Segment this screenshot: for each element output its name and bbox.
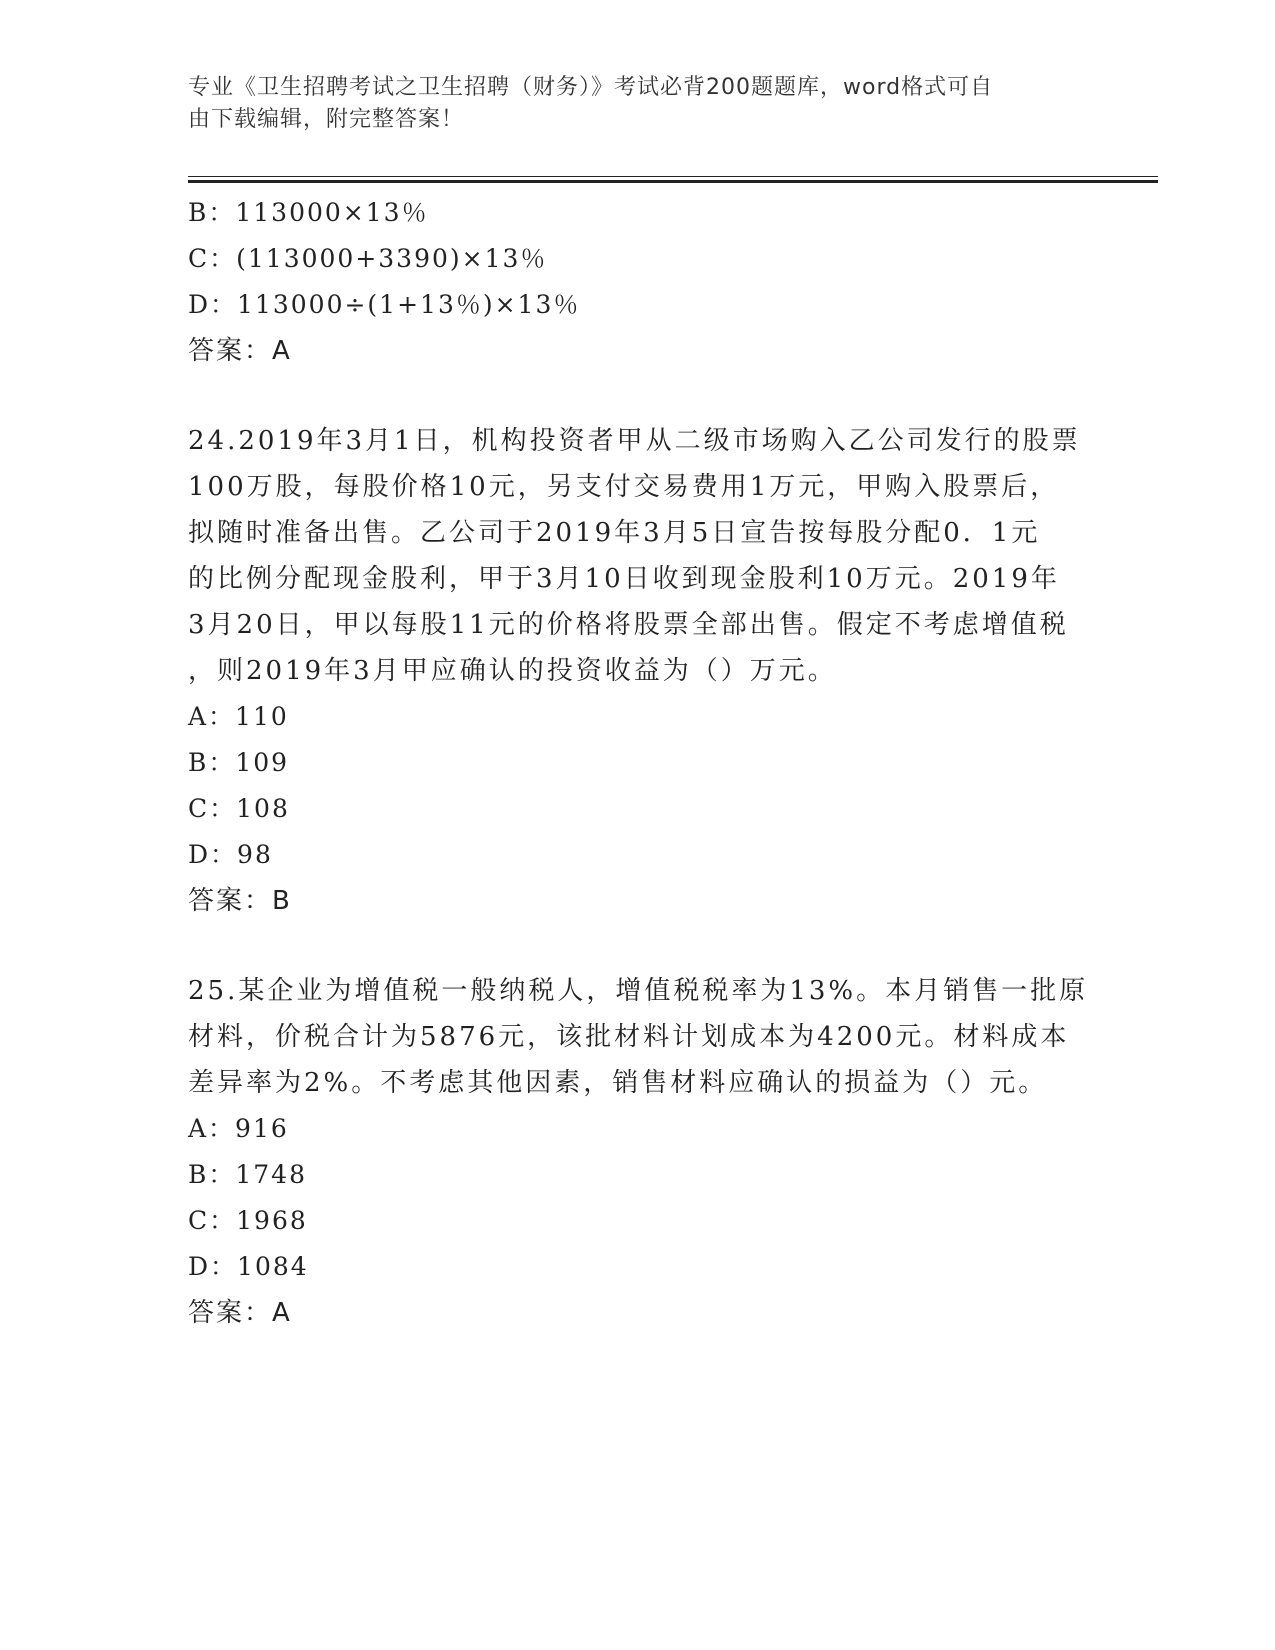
answer-line: 答案：A: [188, 1298, 292, 1328]
option-c: C：1968: [188, 1206, 308, 1235]
option-d: D：98: [188, 840, 273, 869]
option-d: D：113000÷(1+13％)×13％: [188, 290, 581, 319]
question-25: [188, 968, 1088, 1336]
question-24: [188, 418, 1088, 924]
question-stem-line: 3月20日，甲以每股11元的价格将股票全部出售。假定不考虑增值税: [188, 610, 1069, 640]
option-c: C：108: [188, 794, 290, 823]
answer-line: 答案：B: [188, 886, 292, 916]
option-a: A：916: [188, 1114, 289, 1143]
header-title-line-1: 专业《卫生招聘考试之卫生招聘（财务）》考试必背200题题库，word格式可自: [188, 75, 994, 100]
question-stem-line: 差异率为2%。不考虑其他因素，销售材料应确认的损益为（）元。: [188, 1068, 1048, 1098]
question-stem-line: 100万股，每股价格10元，另支付交易费用1万元，甲购入股票后，: [188, 472, 1060, 502]
document-header: [188, 72, 1078, 136]
option-d: D：1084: [188, 1252, 309, 1281]
option-c: C：(113000+3390)×13％: [188, 244, 548, 273]
question-stem-line: 24.2019年3月1日，机构投资者甲从二级市场购入乙公司发行的股票: [188, 426, 1081, 456]
option-b: B：1748: [188, 1160, 307, 1189]
option-a: A：110: [188, 702, 289, 731]
header-title-line-2: 由下载编辑，附完整答案！: [188, 107, 465, 132]
option-b: B：109: [188, 748, 290, 777]
option-b: B：113000×13％: [188, 198, 429, 227]
document-body: [188, 190, 1088, 1336]
question-stem-line: 的比例分配现金股利，甲于3月10日收到现金股利10万元。2019年: [188, 564, 1060, 594]
question-stem-line: ，则2019年3月甲应确认的投资收益为（）万元。: [188, 656, 837, 686]
question-stem-line: 拟随时准备出售。乙公司于2019年3月5日宣告按每股分配0．1元: [188, 518, 1041, 548]
answer-line: 答案：A: [188, 336, 292, 366]
previous-question: [188, 190, 1088, 374]
header-divider-thin: [188, 176, 1158, 177]
question-stem-line: 25.某企业为增值税一般纳税人，增值税税率为13%。本月销售一批原: [188, 976, 1089, 1006]
header-divider-thick: [188, 180, 1158, 183]
question-stem-line: 材料，价税合计为5876元，该批材料计划成本为4200元。材料成本: [188, 1022, 1070, 1052]
